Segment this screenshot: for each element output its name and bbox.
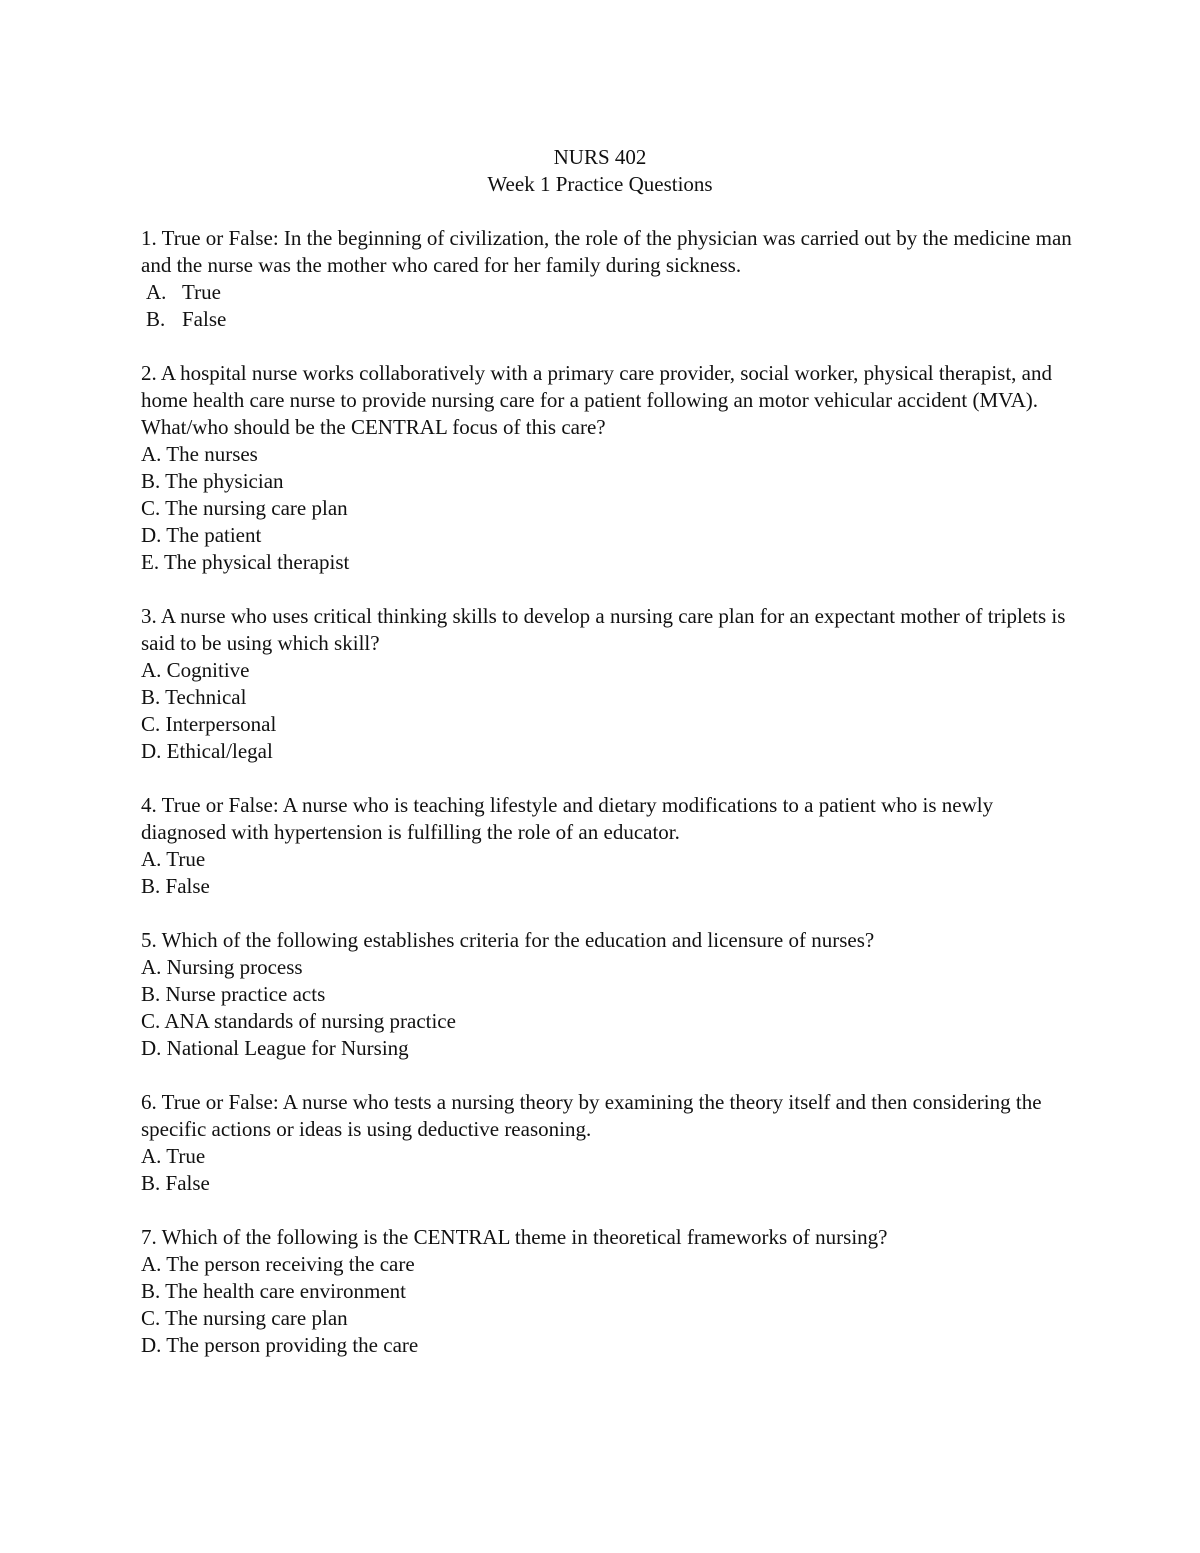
question-text: 4. True or False: A nurse who is teaching lifestyle and dietary modifications to a patient who is newly diagnosed with hypertension is fulfilling the role of an educator.	[141, 793, 994, 844]
option-letter: E.	[141, 550, 160, 574]
option-letter: A.	[146, 280, 167, 304]
option-text: True	[182, 280, 221, 304]
question-7	[141, 1224, 1081, 1359]
answer-options	[141, 657, 1081, 765]
question-5	[141, 927, 1081, 1062]
document-header	[0, 144, 1200, 198]
question-text: 5. Which of the following establishes criteria for the education and licensure of nurses?	[141, 928, 875, 952]
answer-option	[141, 1251, 1081, 1278]
option-text: The person receiving the care	[166, 1252, 415, 1276]
option-text: The nursing care plan	[165, 496, 348, 520]
answer-option	[141, 1170, 1081, 1197]
document-title: Week 1 Practice Questions	[487, 172, 713, 196]
option-letter: C.	[141, 1009, 161, 1033]
option-letter: A.	[141, 847, 162, 871]
option-text: Technical	[165, 685, 247, 709]
option-text: Nursing process	[166, 955, 303, 979]
option-letter: A.	[141, 658, 162, 682]
question-text: 6. True or False: A nurse who tests a nursing theory by examining the theory itself and then considering the specific actions or ideas is using deductive reasoning.	[141, 1090, 1042, 1141]
question-2	[141, 360, 1081, 576]
answer-option	[141, 954, 1081, 981]
option-text: The nursing care plan	[165, 1306, 348, 1330]
option-text: The physical therapist	[163, 550, 350, 574]
answer-option	[141, 738, 1081, 765]
question-text: 1. True or False: In the beginning of civilization, the role of the physician was carried out by the medicine man and the nurse was the mother who cared for her family during sickness.	[141, 226, 1072, 277]
option-text: ANA standards of nursing practice	[164, 1009, 456, 1033]
answer-option	[141, 468, 1081, 495]
answer-option	[141, 1332, 1081, 1359]
question-3	[141, 603, 1081, 765]
option-text: The person providing the care	[166, 1333, 419, 1357]
option-text: False	[182, 307, 227, 331]
answer-option	[141, 684, 1081, 711]
option-text: False	[165, 874, 210, 898]
option-text: The physician	[165, 469, 284, 493]
question-4	[141, 792, 1081, 900]
option-letter: D.	[141, 1333, 162, 1357]
answer-option	[141, 1008, 1081, 1035]
option-letter: C.	[141, 712, 161, 736]
answer-option	[141, 495, 1081, 522]
option-letter: B.	[141, 1279, 161, 1303]
answer-option	[141, 873, 1081, 900]
answer-option	[141, 1278, 1081, 1305]
option-text: Interpersonal	[165, 712, 277, 736]
answer-option	[141, 1035, 1081, 1062]
answer-option	[141, 1305, 1081, 1332]
option-text: The nurses	[166, 442, 258, 466]
answer-options	[141, 279, 1081, 333]
answer-options	[141, 441, 1081, 576]
option-letter: B.	[141, 1171, 161, 1195]
question-text: 7. Which of the following is the CENTRAL theme in theoretical frameworks of nursing?	[141, 1225, 888, 1249]
answer-options	[141, 954, 1081, 1062]
question-6	[141, 1089, 1081, 1197]
answer-option	[141, 1143, 1081, 1170]
option-letter: A.	[141, 1252, 162, 1276]
option-letter: A.	[141, 442, 162, 466]
answer-options	[141, 1251, 1081, 1359]
option-text: Nurse practice acts	[165, 982, 326, 1006]
option-text: Cognitive	[166, 658, 250, 682]
option-text: National League for Nursing	[166, 1036, 409, 1060]
option-letter: B.	[146, 307, 166, 331]
option-letter: B.	[141, 982, 161, 1006]
option-text: The health care environment	[165, 1279, 406, 1303]
answer-option	[141, 522, 1081, 549]
answer-option	[141, 846, 1081, 873]
option-text: True	[166, 1144, 206, 1168]
answer-option	[141, 549, 1081, 576]
answer-option	[141, 711, 1081, 738]
question-text: 3. A nurse who uses critical thinking skills to develop a nursing care plan for an expectant mother of triplets is said to be using which skill?	[141, 604, 1066, 655]
answer-option	[141, 657, 1081, 684]
option-letter: C.	[141, 496, 161, 520]
answer-options	[141, 1143, 1081, 1197]
option-letter: D.	[141, 739, 162, 763]
option-letter: B.	[141, 685, 161, 709]
question-list	[141, 225, 1081, 1386]
question-1	[141, 225, 1081, 333]
answer-option	[141, 441, 1081, 468]
option-text: The patient	[166, 523, 262, 547]
option-text: False	[165, 1171, 210, 1195]
option-letter: D.	[141, 1036, 162, 1060]
answer-option	[141, 279, 1081, 306]
option-letter: D.	[141, 523, 162, 547]
option-letter: B.	[141, 874, 161, 898]
option-letter: C.	[141, 1306, 161, 1330]
option-letter: A.	[141, 1144, 162, 1168]
option-letter: B.	[141, 469, 161, 493]
option-text: Ethical/legal	[166, 739, 273, 763]
course-code: NURS 402	[553, 145, 647, 169]
option-letter: A.	[141, 955, 162, 979]
question-text: 2. A hospital nurse works collaboratively with a primary care provider, social worker, physical therapist, and home health care nurse to provide nursing care for a patient following an motor vehicular accident (MVA). What/who should be the CENTRAL focus of this care?	[141, 361, 1052, 439]
answer-option	[141, 981, 1081, 1008]
option-text: True	[166, 847, 206, 871]
answer-options	[141, 846, 1081, 900]
answer-option	[141, 306, 1081, 333]
